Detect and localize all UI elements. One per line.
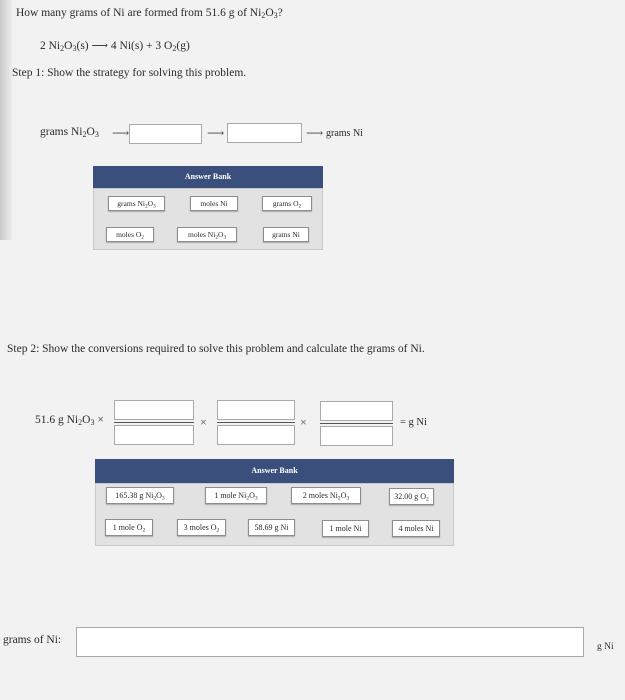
step1-bank-chip[interactable]: moles Ni [190,196,238,211]
step2-bank-chip[interactable]: 3 moles $O_2$ [177,519,226,536]
fraction-bar [320,423,393,424]
step2-bank-chip[interactable]: 1 mole $Ni_2O_3$ [205,487,267,504]
arrow-icon: ⟶ [306,126,324,140]
step2-bank-chip[interactable]: 2 moles $Ni_2O_3$ [291,487,361,504]
answer-unit: g Ni [597,642,614,652]
fraction2-denominator[interactable] [217,425,295,445]
page-edge-shadow [0,0,12,240]
times-icon: × [200,415,207,429]
step2-start-label: 51.6 g $Ni_2O_3$ × [35,414,104,427]
step1-bank-chip[interactable]: grams $O_2$ [262,196,312,211]
step2-bank-chip[interactable]: 32.00 g $O_2$ [389,488,434,505]
step1-answer-bank-header: Answer Bank [93,166,323,188]
step1-start-label: grams $Ni_2O_3$ [40,126,99,139]
fraction-bar [114,422,194,423]
fraction2-numerator[interactable] [217,400,295,420]
answer-input[interactable] [76,627,584,657]
chemical-equation: 2 $Ni_2O_3(s)$ ⟶ 4 Ni(s) + 3 $O_2(g)$ [40,40,190,53]
strategy-blank-1[interactable] [129,124,202,144]
step2-bank-chip[interactable]: 4 moles Ni [392,520,440,537]
fraction1-denominator[interactable] [114,425,194,445]
fraction1-numerator[interactable] [114,400,194,420]
times-icon: × [97,414,104,426]
strategy-blank-2[interactable] [227,123,302,143]
result-unit-label: = g Ni [400,417,427,428]
fraction-bar [217,422,295,423]
step1-bank-chip[interactable]: moles $O_2$ [106,227,154,242]
arrow-icon: ⟶ [112,126,130,140]
step1-instruction: Step 1: Show the strategy for solving this problem. [12,67,247,79]
reaction-arrow-icon: ⟶ [91,40,109,52]
step1-end-label: grams Ni [326,128,363,139]
step2-answer-bank-header: Answer Bank [95,459,454,483]
step2-bank-chip[interactable]: 1 mole $O_2$ [105,519,153,536]
answer-label: grams of Ni: [3,634,62,646]
step2-instruction: Step 2: Show the conversions required to solve this problem and calculate the grams of Ni. [7,343,425,355]
step2-bank-chip[interactable]: 1 mole Ni [322,520,369,537]
step1-bank-chip[interactable]: moles $Ni_2O_3$ [177,227,237,242]
arrow-icon: ⟶ [207,126,225,140]
fraction3-denominator[interactable] [320,426,393,446]
step1-bank-chip[interactable]: grams Ni [263,227,309,242]
fraction3-numerator[interactable] [320,401,393,421]
step2-bank-chip[interactable]: 58.69 g Ni [248,519,295,536]
step2-bank-chip[interactable]: 165.38 g $Ni_2O_3$ [106,487,174,504]
step1-bank-chip[interactable]: grams $Ni_2O_3$ [108,196,165,211]
question-text: How many grams of Ni are formed from 51.6 g of $Ni_2O_3$? [16,7,283,20]
times-icon: × [300,415,307,429]
